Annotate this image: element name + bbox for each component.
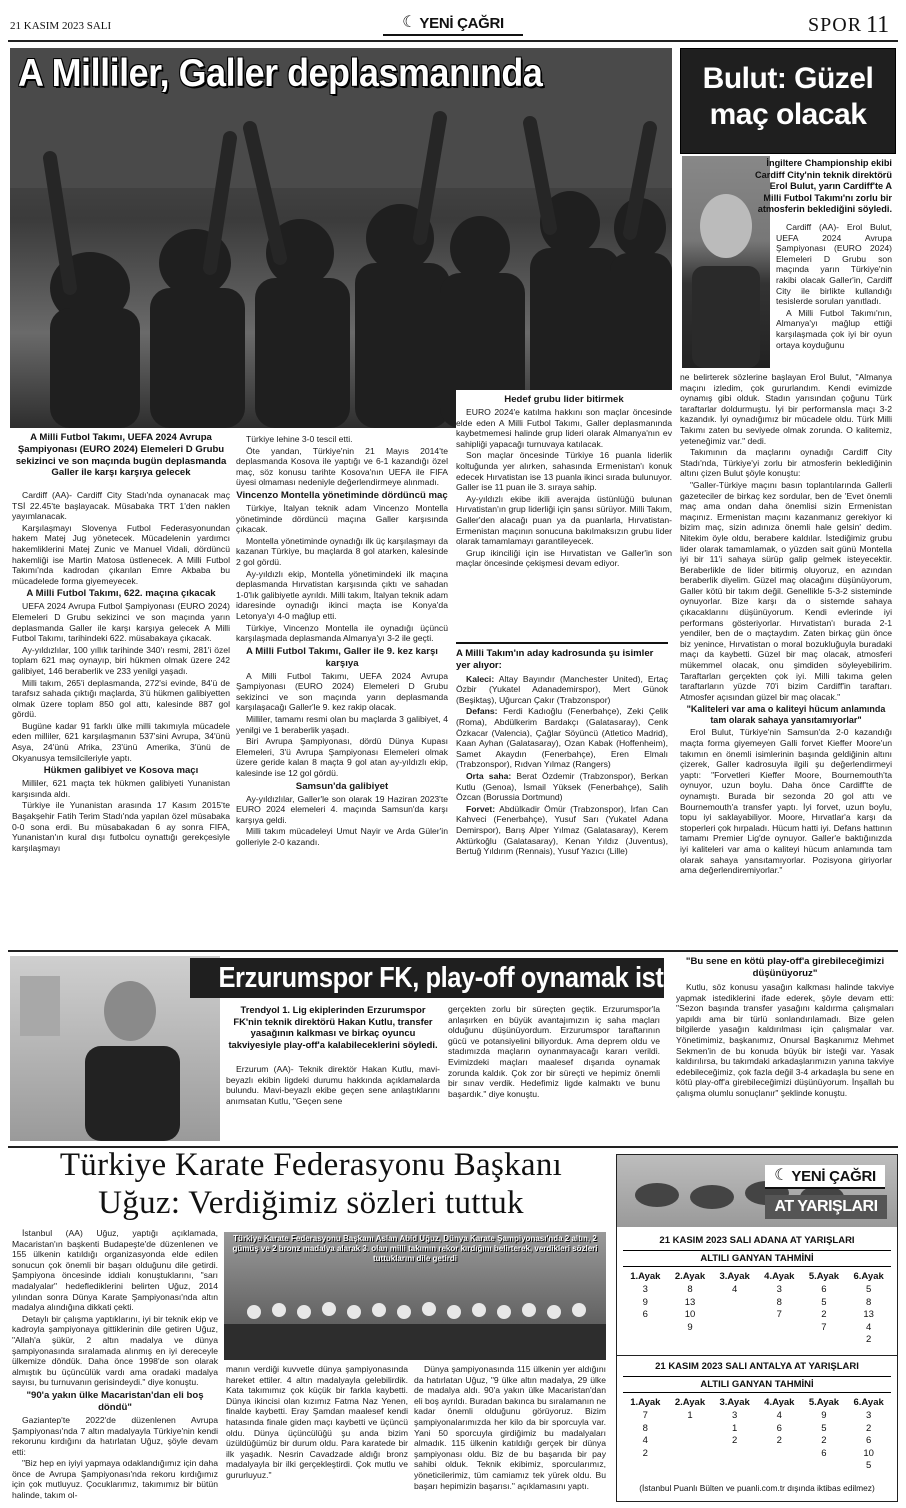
adana-header-row: 1.Ayak 2.Ayak 3.Ayak 4.Ayak 5.Ayak 6.Ayak xyxy=(630,1271,884,1282)
main-sub2: Hükmen galibiyet ve Kosova maçı xyxy=(43,765,199,777)
erzurum-lead: Trendyol 1. Lig ekiplerinden Erzurumspor FK'nin teknik direktörü Hakan Kutlu, transfer yasağının kalkması ve birkaç oyuncu takviyesiyle play-off'a kalabileceklerini söyledi. xyxy=(228,1004,438,1050)
antalya-table xyxy=(623,1395,891,1473)
main-sub5: Samsun'da galibiyet xyxy=(295,780,389,792)
header-rule xyxy=(8,40,898,42)
main-col1-p2: Karşılaşmayı Slovenya Futbol Federasyonundan hakem Matej Jug yönetecek. Mücadelenin yardımcı hakemliklerini Matej Zunic ve Manuel Vidali, dördüncü hakemliği ise Martin Matosa üstlenecek. A Milli Futbol Takımı'nda kadrodan çıkarılan Emre Akbaba bu mücadelede forma giyemeyecek. xyxy=(12,522,230,586)
erzurum-col2: gerçekten zorlu bir süreçten geçtik. Erzurumspor'la anlaşırken en büyük avantajımızın iç saha maçları olduğunu düşünüyordum. Erzurumspor taraftarının gücü ve potansiyelini biliyorduk. Ama deprem oldu ve stadımızda maçların oynanmayacağı kararı verildi. Evimizdeki maçları maalesef dışarıda oynamak zorunda kaldık. Çok zor bir süreçti ve hepimiz önemli bir sınav verdik. Hedefimiz ligde kalmaktı ve bunu başardık." diye konuştu. xyxy=(448,1004,660,1099)
table-row: 4 2 2 2 6 xyxy=(642,1435,872,1446)
main-col1c-p1: Milliler, 621 maçta tek hükmen galibiyeti Yunanistan karşısında aldı. xyxy=(12,778,230,799)
hakan-kutlu-photo xyxy=(10,956,220,1141)
karate-headline-line1: Türkiye Karate Federasyonu Başkanı xyxy=(59,1147,563,1183)
main-col2-p1: Türkiye lehine 3-0 tescil etti. xyxy=(246,434,353,444)
squad-defenders: Defans: Ferdi Kadıoğlu (Fenerbahçe), Zeki Çelik (Roma), Abdülkerim Bardakçı (Galatasaray), Cenk Özkacar (Valencia), Çağlar Söyüncü (Atletico Madrid), Kaan Ayhan (Galatasaray), Ozan Kabak (Hoffenheim), Samet Akaydın (Fenerbahçe), Eren Elmalı (Trabzonspor), Rıdvan Yılmaz (Rangers) xyxy=(456,706,668,770)
bulut-lead: İngiltere Championship ekibi Cardiff City'nin teknik direktörü Erol Bulut, yarın Cardiff'te A Milli Futbol Takımı'nı zorlu bir atmosferin beklediğini söyledi. xyxy=(755,158,892,214)
karate-col3: Dünya şampiyonasında 115 ülkenin yer aldığını da hatırlatan Uğuz, "9 ülke altın madalya, 29 ülke de madalya aldı. 90'a yakın ülke Macaristan'dan eli boş ayrıldı. Buradan bakınca bu sıralamanın ne kadar önemli olduğunu görüyoruz. Bizim şampiyonalarımızda her kilo da bir sporcuyla var. Yani 50 sporcuyla girdiğimiz bu madalyaları almadık. 115 ülkenin katıldığı gerçek bir dünya şampiyonası oldu. Biz de bu başarıda bir pay sahibi olduk. Teknik ekibimiz, sporcularımız, yöneticilerimiz, tüm camiamız tek yürek oldu. Bu başarı hepimizin başarısı." açıklamasını yaptı. xyxy=(414,1364,606,1491)
antalya-header-row: 1.Ayak 2.Ayak 3.Ayak 4.Ayak 5.Ayak 6.Ayak xyxy=(630,1397,884,1408)
karate-col1b-p2: "Biz hep en iyiyi yapmaya odaklandığımız için daha önce de Avrupa Şampiyonası'nda rekoru kırdığımız için çok mutluyuz. Çocuklarımız, takımımız bir bütün halinde, takım ol- xyxy=(12,1458,218,1501)
races-title: AT YARIŞLARI xyxy=(765,1195,887,1219)
karate-col1-p2: Detaylı bir çalışma yaptıklarını, iyi bir teknik ekip ve kadroyla şampiyonaya gittiklerinin dile getiren Uğuz, "Allah'a şükür, 2 altın madalya ve dünya şampiyonasında sıralamada alınmış en iyi dereceyle ülkemize döndük. Daha önce 1998'de son olarak almıştık bu üçüncülük vardı ama oradaki madalya sayısı, bu turnuvanın gerisindeydi." diye konuştu. xyxy=(12,1313,218,1388)
main-sub1: A Milli Futbol Takımı, 622. maçına çıkacak xyxy=(26,588,216,600)
main-sub4: A Milli Futbol Takımı, Galler ile 9. kez karşı karşıya xyxy=(246,645,438,669)
bulut-headline-box xyxy=(680,48,896,154)
bulut-headline-line1: Bulut: Güzel xyxy=(702,62,874,95)
bulut-subheading: "Kaliteleri var ama o kaliteyi hücum anlamında tam olarak sahaya yansıtamıyorlar" xyxy=(686,704,886,726)
adana-table xyxy=(623,1269,891,1347)
bulut-body xyxy=(680,372,892,877)
karate-col1-p1: İstanbul (AA) Uğuz, yaptığı açıklamada, Macaristan'ın başkenti Budapeşte'de düzenlenen ve 155 ülkenin katıldığı organizasyonda elde edilen sonucun çok önemli bir başarı olduğunu dile getirdi. Şampiyona öncesinde iddialı konuştuklarını, "sarı madalyalar" hedeflediklerini belirten Uğuz, 2014 yılından sonra Dünya Karate Şampiyonası'nda altın madalya alındığına dikkati çekti. xyxy=(12,1228,218,1313)
karate-subheading: "90'a yakın ülke Macaristan'dan eli boş döndü" xyxy=(26,1389,204,1413)
main-col2b-p2: Montella yönetiminde oynadığı ilk üç karşılaşmayı da kazanan Türkiye, bu maçlarda 8 gol atarken, kalesinde 2 gol gördü. xyxy=(236,535,448,567)
bulut-headline-line2: maç olacak xyxy=(709,98,867,131)
main-col3-p2: Son maçlar öncesinde Türkiye 16 puanla liderlik koltuğunda yer alırken, sahasında Ermenistan'ı konuk edecek Hırvatistan ise 13 puanla ikinci sırada bulunuyor. Galler ise 11 puan ile 3. sıraya sahip. xyxy=(456,450,672,493)
crescent-icon: ☾ xyxy=(402,14,417,31)
main-col2b-p4: Türkiye, Vincenzo Montella ile oynadığı üçüncü karşılaşmada deplasmanda Almanya'yı 3-2 ile geçti. xyxy=(236,622,448,644)
table-row: 2 xyxy=(865,1334,872,1345)
adana-races xyxy=(623,1235,891,1347)
bulut-body2-p1: Erol Bulut, Türkiye'nin Samsun'da 2-0 kazandığı maçta forma giyemeyen Galli forvet Kieffer Moore'un takımın en önemli isimlerinin başında geldiğinin altını çizerek, Galler kadrosuyla ilgili şu değerlendirmeyi yaptı: "Forvetleri Kieffer Moore, Bournemouth'ta oynuyor, uzun boylu. Daha önce Cardiff'te de oynamıştı. Burada bir sezonda 20 gol attı ve Bournemouth'a transfer yaptı. İyi forvet, uzun boylu, topu iyi saklayabiliyor. Moore, Hırvatlar'a karşı da stoperleri çok hırpaladı. Hücum hatti iyi. Defans hattının tamamı Premier Lig'de oynuyor. Galler'e baktığınızda iyi kaliteleri var ama o kaliteyi hücum anlamında tam olarak sahaya yansıtamıyorlar. Pozisyona giriyorlar ama değerlendiremiyorlar." xyxy=(680,727,892,876)
issue-date: 21 KASIM 2023 SALI xyxy=(10,20,112,32)
main-col2c-p3: Biri Avrupa Şampiyonası, dördü Dünya Kupası Elemeleri, 3'ü Avrupa Şampiyonası Elemeleri olmak üzere geride kalan 8 maçta 9 gol atan ay-yıldızlı ekip, kalesinde ise 12 gol gördü. xyxy=(236,736,448,779)
main-col3 xyxy=(456,390,672,570)
races-footer: (İstanbul Puanlı Bülten ve puanli.com.tr dışında iktibas edilmez) xyxy=(639,1483,875,1493)
erzurum-headline: Erzurumspor FK, play-off oynamak istiyor xyxy=(218,962,709,994)
erzurum-subheading: "Bu sene en kötü play-off'a girebileceğimizi düşünüyoruz" xyxy=(685,956,885,979)
bulut-wrap-p2: A Milli Futbol Takımı'nın, Almanya'yı mağlup ettiği karşılaşmada çok iyi bir oyun ortaya koyduğunu xyxy=(776,307,892,350)
adana-ganyan: ALTILI GANYAN TAHMİNİ xyxy=(623,1250,891,1267)
bulut-body-p2: Takımının da maçlarını oynadığı Cardiff City Stadı'nda, Türkiye'yi zorlu bir atmosferin beklediğinin altını çizen Bulut şöyle konuştu: xyxy=(680,447,892,479)
squad-goalkeepers: Kaleci: Altay Bayındır (Manchester United), Ertaç Özbir (Yukatel Adanademirspor), Mert Günok (Beşiktaş), Uğurcan Çakır (Trabzonspor) xyxy=(456,673,668,705)
adana-title: 21 KASIM 2023 SALI ADANA AT YARIŞLARI xyxy=(659,1235,855,1246)
main-col2d-p1: Ay-yıldızlılar, Galler'le son olarak 19 Haziran 2023'te EURO 2024 elemeleri 4. maçında Samsun'da karşı karşıya geldi. xyxy=(236,793,448,825)
main-col2c-p1: A Milli Futbol Takımı, UEFA 2024 Avrupa Şampiyonası (EURO 2024) Elemeleri D Grubu sekizinci ve son maçında yarın deplasmanda karşılaşacağı Galler'le 9. kez rakip olacak. xyxy=(236,670,448,713)
main-col3-p3: Ay-yıldızlı ekibe ikili averajda üstünlüğü bulunan Hırvatistan'ın grup liderliği için şansı sürüyor. Milli Takım, Galler'den alacağı puan ya da puanlarla, Hırvatistan-Ermenistan maçının sonucuna bakılmaksızın grubu lider olarak tamamlamayı garantileyecek. xyxy=(456,493,672,547)
bulut-body-p3: "Galler-Türkiye maçını basın toplantılarında Gallerli gazeteciler de birkaç kez sordular, ben de 'Evet önemli maç ama ondan daha önemlisi sizin Ermenistan maçınız. Ermenistan maçını kazanmanız gerekiyor ki bizim maç, sizin adınıza önemli hale gelsin' dedim. Nitekim öyle oldu, berabere kaldılar. İstediğimiz grubu lider olarak tamamlamak, o yüzden sait günü Montella iyi bir 11'i sahaya sürüp galip gelmek isteyecektir. Beraberlikle de lider bitirmiş oluyoruz, en azından beraberlik diyelim. Güzel maç olacağını düşünüyorum, Galler kötü bir takım değil. Genellikle 5-3-2 sisteminde oynuyorlar. Bize karşı da o sistemde sahaya çıkacaklarını düşünüyorum. Kendi evlerinde iyi performans gösteriyorlar. Hırvatistan'ı burada 2-1 yendiler, ben de o maçtaydım. Zaten birkaç gün önce biz yenince, Hırvatistan o moral bozukluğuyla buradaki maçı da kaybetti. Güzel bir maç olacak, atmosferi mükemmel olacak, onu şimdiden söyleyebilirim. Taraftarları gerçekten çok iyi. Milli takıma gelen taraftarların yüzde 70'i bizim Cardiff'in taraftarı. Atmosfer açısından güzel bir maç olacak." xyxy=(680,479,892,702)
bulut-wrap-text xyxy=(776,222,892,351)
races-logo: ☾ YENİ ÇAĞRI xyxy=(765,1165,885,1189)
karate-team-photo xyxy=(224,1232,606,1360)
table-row: 7 1 3 4 9 3 xyxy=(642,1410,872,1421)
main-sub3: Vincenzo Montella yönetiminde dördüncü maç xyxy=(236,489,448,501)
antalya-title: 21 KASIM 2023 SALI ANTALYA AT YARIŞLARI xyxy=(655,1361,859,1372)
karate-col1b-p1: Gaziantep'te 2022'de düzenlenen Avrupa Şampiyonası'nda 7 altın madalyayla Türkiye'nin kendi rekorunu kırdığını da hatırlatan Uğuz, şöyle devam etti: xyxy=(12,1414,218,1457)
table-row: 3 8 4 3 6 5 xyxy=(642,1284,872,1295)
main-col2c-p2: Milliler, tamamı resmi olan bu maçlarda 3 galibiyet, 4 yenilgi ve 1 beraberlik yaşadı. xyxy=(236,714,448,735)
page-number: 11 xyxy=(866,12,890,38)
section-name: SPOR xyxy=(808,14,863,36)
section-divider-1 xyxy=(8,950,898,952)
newspaper-logo: ☾ YENİ ÇAĞRI xyxy=(383,12,523,36)
main-col2-p2: Öte yandan, Türkiye'nin 21 Mayıs 2014'te deplasmanda Kosova ile yaptığı ve 6-1 kazandığı özel maç, söz konusu tarihte Kosova'nın UEFA ile FIFA üyesi olmaması nedeniyle değerlendirmeye alınmadı. xyxy=(236,445,448,488)
main-col3-p4: Grup ikinciliği için ise Hırvatistan ve Galler'in son maçlar öncesinde çekişmesi devam ediyor. xyxy=(456,547,672,569)
bulut-body-p1: ne belirterek sözlerine başlayan Erol Bulut, "Almanya maçını izledim, çok gururlandım. Kendi evimizde oynamış gibi olduk. Stadın yarısından çoğunu Türk taraftarlar doldurmuştu. İyi bir performansla maçı 3-2 kazandık. İyi oynadığımız bir mücadele oldu. Türk Milli Takımı zaten bu seviyede olmak zorunda. O kalitemiz, yeteneğimiz var." dedi. xyxy=(680,372,892,446)
antalya-races xyxy=(623,1361,891,1473)
main-lead: A Milli Futbol Takımı, UEFA 2024 Avrupa Şampiyonası (EURO 2024) Elemeleri D Grubu sekizinci ve son maçında bugün deplasmanda Galler ile karşı karşıya gelecek xyxy=(15,432,227,479)
races-divider xyxy=(617,1355,897,1356)
erzurum-col1: Erzurum (AA)- Teknik direktör Hakan Kutlu, mavi-beyazlı ekibin ligdeki durumu hakkında açıklamalarda bulundu. Mavi-beyazlı ekibe geçen sene anlaştıklarını anımsatan Kutlu, "Geçen sene xyxy=(226,1064,440,1106)
crescent-icon: ☾ xyxy=(774,1167,789,1184)
table-row: 6 10 7 2 13 xyxy=(642,1309,874,1320)
table-row: 9 13 8 5 8 xyxy=(642,1296,872,1308)
main-col3-p1: EURO 2024'e katılma hakkını son maçlar öncesinde elde eden A Milli Futbol Takımı, Galler deplasmanında kaybetmemesi halinde grup lideri olarak Almanya'nın ev sahipliği yapacağı turnuvaya katılacak. xyxy=(456,407,672,449)
main-col1b-p3: Milli takım, 265'i deplasmanda, 272'si evinde, 84'ü de tarafsız sahada çıktığı maçlarda, 3'ü hükmen galibiyetten olmak üzere toplam 850 gol attı, kalesinde 887 gol gördü. xyxy=(12,677,230,720)
main-sub6: Hedef grubu lider bitirmek xyxy=(504,394,624,405)
erzurum-col3: Kutlu, söz konusu yasağın kalkması halinde takviye yapmak istediklerini ifade ederek, şöyle devam etti: "Sezon başında transfer yasağını kaldırma çalışmaları yapıldı ama bir türlü sonlandırılamadı. Bize gelen bilgilerde yasağın kaldırılması için çalışmalar var. Yönetimimiz, başkanımız, Onursal Başkanımız Mehmet Sekmen'in de bu konuda büyük bir isteği var. Yasak kaldırılırsa, bu takımdaki arkadaşlarımızın yanına takviye edebileceğimiz, çok fazla değil 3-4 arkadaşla bu sene en kötü play-off'a girebileceğimizi düşünüyorum. İnşallah bu çalışma olumlu sonuçlanır" şeklinde konuştu. xyxy=(676,982,894,1098)
main-col1-p1: Cardiff (AA)- Cardiff City Stadı'nda oynanacak maç TSİ 22.45'te başlayacak. Müsabaka TRT 1'den naklen yayımlanacak. xyxy=(12,490,230,522)
table-row: 5 xyxy=(865,1460,872,1471)
main-col1 xyxy=(12,490,230,854)
main-col2 xyxy=(236,434,448,849)
horse-races-box xyxy=(616,1154,898,1502)
main-col1b-p2: Ay-yıldızlılar, 100 yıllık tarihinde 340'ı resmi, 281'i özel toplam 621 maç oynayıp, biri hükmen olmak üzere 242 galibiyet, 146 beraberlik ve 233 yenilgi yaşadı. xyxy=(12,644,230,676)
main-col1b-p4: Bugüne kadar 91 farklı ülke milli takımıyla mücadele eden milliler, 621 karşılaşmanın 537'sini Avrupa, 34'ünü Asya, 24'ünü Afrika, 23'ünü Amerika, 3'ünü de Okyanusya temsilcileriyle yaptı. xyxy=(12,720,230,763)
erzurum-headline-box xyxy=(190,958,709,998)
squad-forwards: Forvet: Abdülkadir Ömür (Trabzonspor), İrfan Can Kahveci (Fenerbahçe), Yusuf Sarı (Yukatel Adana Demirspor), Barış Alper Yılmaz (Galatasaray), Kerem Aktürkoğlu (Galatasaray), Kenan Yıldız (Juventus), Bertuğ Yıldırım (Rennais), Yusuf Yazıcı (Lille) xyxy=(456,803,668,857)
main-col2d-p2: Milli takım mücadeleyi Umut Nayir ve Arda Güler'in golleriyle 2-0 kazandı. xyxy=(236,826,448,847)
squad-title: A Milli Takım'ın aday kadrosunda şu isimler yer alıyor: xyxy=(456,648,654,671)
table-row: 9 7 4 xyxy=(687,1321,872,1333)
squad-midfielders: Orta saha: Berat Özdemir (Trabzonspor), Berkan Kutlu (Genoa), İsmail Yüksek (Fenerbahçe), Salih Özcan (Borussia Dortmund) xyxy=(456,770,669,803)
main-headline: A Milliler, Galler deplasmanında xyxy=(18,52,543,95)
squad-box xyxy=(456,642,668,858)
main-col1c-p2: Türkiye ile Yunanistan arasında 17 Kasım 2015'te Başakşehir Fatih Terim Stadı'nda yapılan özel müsabaka 0-0 sona erdi. Bu müsabakadan 6 ay sonra FIFA, Yunanistan'ın kural dışı futbolcu oynattığı gerekçesiyle karşılaşmayı xyxy=(12,800,230,853)
table-row: 2 6 10 xyxy=(642,1447,874,1459)
squad-list xyxy=(456,674,668,857)
main-col2b-p3: Ay-yıldızlı ekip, Montella yönetimindeki ilk maçına deplasmanda Hırvatistan karşısında çıktı ve sahadan 1-0'lık galibiyetle ayrıldı. Milli takım, İtalyan teknik adam idaresinde oynadığı ikinci maçta ise Konya'da Letonya'yı 4-0 mağlup etti. xyxy=(236,568,448,621)
bulut-wrap-p1: Cardiff (AA)- Erol Bulut, UEFA 2024 Avrupa Şampiyonası (EURO 2024) Elemeleri D Grubu son maçında yarın Türkiye'nin rakibi olacak Galler'in, Cardiff City ile birlikte kullandığı tesislerde soruları yanıtladı. xyxy=(776,222,892,307)
main-col1b-p1: UEFA 2024 Avrupa Futbol Şampiyonası (EURO 2024) Elemeleri D Grubu sekizinci ve son maçında yarın deplasmanda Galler ile karşı karşıya gelecek A Milli Futbol Takımı, tarihindeki 622. müsabakaya çıkacak. xyxy=(12,601,230,644)
masthead xyxy=(0,0,906,40)
karate-headline-line2: Uğuz: Verdiğimiz sözleri tuttuk xyxy=(98,1185,524,1221)
karate-col1 xyxy=(12,1228,218,1502)
karate-photo-caption: Türkiye Karate Federasyonu Başkanı Aslan Abid Uğuz, Dünya Karate Şampiyonası'nda 2 altın, 2 gümüş ve 2 bronz madalya alarak 3. olan milli takımın rekor kırdığını belirterek, verdikleri sözleri tuttuklarını dile getirdi xyxy=(232,1234,598,1263)
karate-col2: manın verdiği kuvvetle dünya şampiyonasında hareket ettiler. 4 altın madalyayla gelebilirdik. Kata takımımız çok küçük bir farkla kaybetti. Dünya ikincisi olan kızımız Fatma Naz Yenen, finalde kaybetti. Eray Şamdan maalesef kendi hatasında finale giden maçı kaybetti ve üçüncü oldu. Dünya üçüncülüğü şu anda bizim üzüldüğümüz bir durum oldu. Para karatede bir ilk yaşadık. Nesrin Cavadzade aldığı bronz madalyayla bir ilki gerçekleştirdi. Çok mutlu ve gururluyuz." xyxy=(226,1364,408,1480)
antalya-ganyan: ALTILI GANYAN TAHMİNİ xyxy=(623,1376,891,1393)
team-celebration-photo xyxy=(10,48,672,428)
table-row: 8 1 6 5 2 xyxy=(642,1422,872,1434)
main-col2b-p1: Türkiye, İtalyan teknik adam Vincenzo Montella yönetiminde dördüncü maçına Galler karşısında çıkacak. xyxy=(236,502,448,535)
